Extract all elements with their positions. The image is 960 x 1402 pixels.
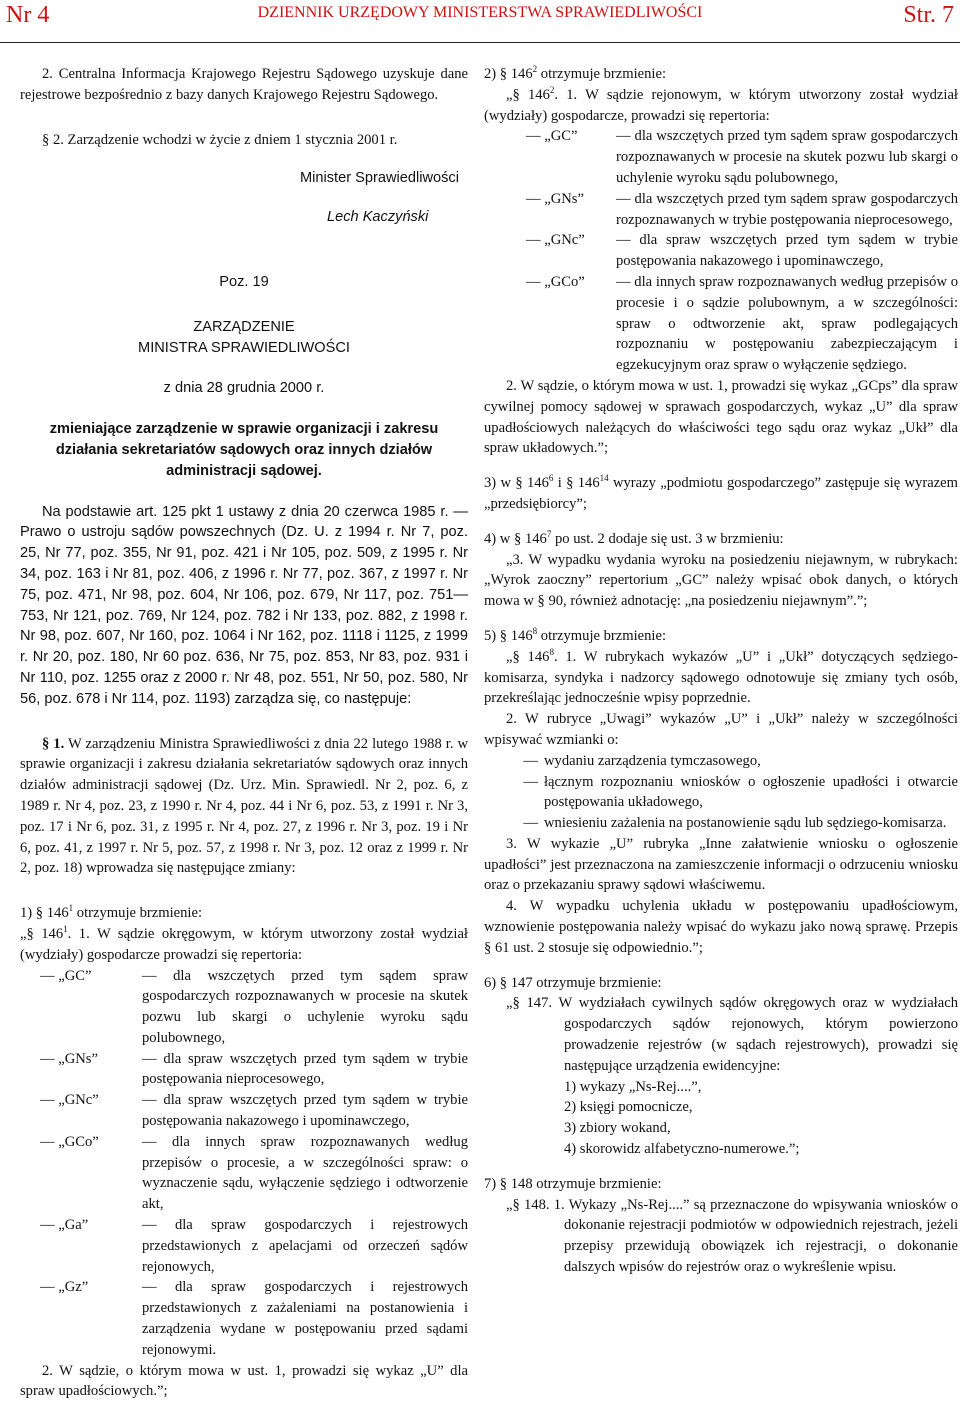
list-item: — wniesieniu zażalenia na postanowienie sądu lub sędziego-komisarza. — [523, 815, 947, 832]
point-4-text: „3. W wypadku wydania wyroku na posiedzeniu niejawnym, w rubrykach: „Wyrok zaoczny” repertorium „GC” należy wpisać obok danych, o których mowa w § 90, również adnotację: „na posiedzeniu niejawnym”.”; — [484, 551, 958, 610]
list-item: — „GNc” — dla spraw wszczętych przed tym sądem w trybie postępowania nakazowego i upominawczego, — [526, 232, 958, 270]
paragraph-1-sign: § 1. — [42, 735, 65, 752]
left-column — [20, 64, 468, 1402]
position-number: Poz. 19 — [219, 273, 269, 290]
point-2-quote: „§ $146^2$. 1. W sądzie rejonowym, w którym utworzony został wydział (wydziały) gospodarcze, prowadzi się repertoria: — [484, 84, 958, 124]
list-item: — „GCo” — dla innych spraw rozpoznawanych według przepisów o procesie i o sądzie polubownym, a w szczególności: spraw o odtworzenie akt, spraw podlegających rozpoznaniu w postępowaniu zabezpieczającym i egzekucyjnym oraz spraw o wyłączenie sędziego. — [526, 273, 958, 374]
point-2-paragraph-2: 2. W sądzie, o którym mowa w ust. 1, prowadzi się wykaz „GCps” dla spraw cywilnej pomocy sądowej w sprawach gospodarczych, wykaz „U” dla spraw upadłościowych należących do właściwości tego sądu oraz wykaz „Ukł” dla spraw układowych.”; — [484, 377, 958, 457]
list-item: — „GC” — dla wszczętych przed tym sądem spraw gospodarczych rozpoznawanych w procesie na skutek pozwu lub skargi o uchylenie wyroku sądu polubownego, — [40, 967, 468, 1046]
point-4-heading: 4) w § $146^7$ po ust. 2 dodaje się ust. 3 w brzmieniu: — [484, 528, 784, 547]
point-6-heading: 6) § 147 otrzymuje brzmienie: — [484, 974, 662, 991]
paragraph-2: § 2. Zarządzenie wchodzi w życie z dniem 1 stycznia 2001 r. — [42, 131, 398, 148]
point-1-quote: „§ $146^1$. 1. W sądzie okręgowym, w którym utworzony został wydział (wydziały) gospodarcze prowadzi się repertoria: — [20, 924, 468, 963]
list-item: — „GNc” — dla spraw wszczętych przed tym sądem w trybie postępowania nakazowego i upominawczego, — [40, 1092, 468, 1130]
point-1-heading: 1) § $146^1$ otrzymuje brzmienie: — [20, 903, 203, 922]
point-6-list — [484, 1077, 958, 1160]
right-column — [484, 64, 958, 1278]
list-item: — łącznym rozpoznaniu wniosków o ogłoszenie upadłości i otwarcie postępowania układowego, — [523, 773, 958, 811]
page-number: Str. 7 — [903, 2, 954, 28]
repertoria-list-regional — [484, 126, 958, 376]
point-2-heading: 2) § $146^2$ otrzymuje brzmienie: — [484, 64, 667, 82]
previous-item-text: 2. Centralna Informacja Krajowego Rejestru Sądowego uzyskuje dane rejestrowe bezpośrednio z bazy danych Krajowego Rejestru Sądowego. — [20, 66, 468, 103]
signature-name: Lech Kaczyński — [327, 209, 429, 226]
point-5-list — [484, 751, 958, 834]
document-issuer: MINISTRA SPRAWIEDLIWOŚCI — [138, 339, 350, 356]
preamble: Na podstawie art. 125 pkt 1 ustawy z dnia 20 czerwca 1985 r. — Prawo o ustroju sądów powszechnych (Dz. U. z 1994 r. Nr 7, poz. 25, Nr 77, poz. 355, Nr 91, poz. 421 i Nr 105, poz. 509, z 1995 r. Nr 34, poz. 163 i Nr 81, poz. 406, z 1996 r. Nr 77, poz. 367, z 1997 r. Nr 75, poz. 471, Nr 98, poz. 604, Nr 106, poz. 679, Nr 117, poz. 751—753, Nr 121, poz. 769, Nr 124, poz. 782 i Nr 133, poz. 882, z 1998 r. Nr 98, poz. 607, Nr 160, poz. 1064 i Nr 162, poz. 1118 i 1125, z 1999 r. Nr 20, poz. 180, Nr 60 poz. 636, Nr 75, poz. 853, Nr 83, poz. 931 i Nr 110, poz. 1255 oraz z 2000 r. Nr 48, poz. 551, Nr 50, poz. 580, Nr 56, poz. 678 i Nr 114, poz. 1193) zarządza się, co następuje: — [20, 503, 468, 707]
document-title: ZARZĄDZENIE — [193, 318, 295, 335]
list-item: — wydaniu zarządzenia tymczasowego, — [523, 752, 761, 769]
list-item: 3) zbiory wokand, — [564, 1120, 671, 1137]
list-item: — „Gz” — dla spraw gospodarczych i rejestrowych przedstawionych z zażaleniami na postanowienia i zarządzenia wydane w postępowaniu przed sądami rejonowymi. — [40, 1279, 468, 1358]
list-item: — „GC” — dla wszczętych przed tym sądem spraw gospodarczych rozpoznawanych w procesie na skutek pozwu lub skargi o uchylenie wyroku sądu polubownego, — [526, 128, 958, 186]
point-7-heading: 7) § 148 otrzymuje brzmienie: — [484, 1175, 662, 1192]
list-item: 2) księgi pomocnicze, — [564, 1099, 693, 1116]
list-item: — „GNs” — dla spraw wszczętych przed tym sądem w trybie postępowania nieprocesowego, — [40, 1050, 468, 1088]
list-item: — „GNs” — dla wszczętych przed tym sądem spraw gospodarczych rozpoznawanych w trybie postępowania nieprocesowego, — [526, 190, 958, 228]
point-5-heading: 5) § $146^8$ otrzymuje brzmienie: — [484, 626, 667, 644]
point-5-paragraph-4: 4. W wypadku uchylenia układu w postępowaniu upadłościowym, wznowienie postępowania należy wpisać do wykazu jako nową sprawę. Przepis § 61 ust. 2 stosuje się odpowiednio.”; — [484, 898, 958, 956]
document-subject: zmieniające zarządzenie w sprawie organizacji i zakresu działania sekretariatów sądowych oraz innych działów administracji sądowej. — [49, 421, 439, 479]
document-date: z dnia 28 grudnia 2000 r. — [163, 380, 325, 397]
point-5-quote: „§ $146^8$. 1. W rubrykach wykazów „U” i „Ukł” dotyczących sędziego-komisarza, syndyka i nadzorcy sądowego odnotowuje się zmiany tych osób, przekreślając jednocześnie wpisy poprzednie. — [484, 646, 958, 707]
list-item: — „GCo” — dla innych spraw rozpoznawanych według przepisów o procesie, a w szczególności spraw: o wyznaczenie sądu, wyłączenie sędziego i odtworzenie akt, — [40, 1133, 468, 1213]
point-3: 3) w § $146^6$ i § $146^{14}$ wyrazy „podmiotu gospodarczego” zastępuje się wyrazem „przedsiębiorcy”; — [484, 473, 958, 512]
page-header — [0, 0, 960, 43]
point-5-paragraph-2: 2. W rubryce „Uwagi” wykazów „U” i „Ukł” należy w szczególności wpisywać wzmianki o: — [484, 711, 958, 748]
point-6-quote: „§ 147. W wydziałach cywilnych sądów okręgowych oraz w wydziałach gospodarczych sądów rejonowych, którym powierzono prowadzenie rejestrów (w sądach rejestrowych), prowadzi się następujące urządzenia ewidencyjne: — [506, 995, 958, 1074]
paragraph-1-text: W zarządzeniu Ministra Sprawiedliwości z dnia 22 lutego 1988 r. w sprawie organizacji i zakresu działania sekretariatów sądowych oraz innych działów administracji sądowej (Dz. Urz. Min. Sprawiedl. Nr 2, poz. 6, z 1989 r. Nr 4, poz. 23, z 1990 r. Nr 4, poz. 44 i Nr 6, poz. 53, z 1991 r. Nr 3, poz. 17 i Nr 6, poz. 31, z 1995 r. Nr 4, poz. 27, z 1996 r. Nr 3, poz. 19 i Nr 6, poz. 41, z 1997 r. Nr 5, poz. 57, z 1998 r. Nr 3, poz. 12 oraz z 1999 r. Nr 2, poz. 18) wprowadza się następujące zmiany: — [20, 735, 469, 877]
journal-title: DZIENNIK URZĘDOWY MINISTERSTWA SPRAWIEDLIWOŚCI — [257, 4, 703, 21]
list-item: — „Ga” — dla spraw gospodarczych i rejestrowych przedstawionych z apelacjami od orzeczeń sądów rejonowych, — [40, 1217, 468, 1275]
repertoria-list-district — [20, 966, 468, 1361]
signature-title: Minister Sprawiedliwości — [300, 170, 459, 187]
point-7-quote: „§ 148. 1. Wykazy „Ns-Rej....” są przeznaczone do wpisywania wniosków o dokonanie rejestracji podmiotów w odpowiednich rejestrach, jeżeli przepisy przewidują obowiązek ich rejestracji, o dokonanie dalszych wpisów do rejestrów oraz o wykreślenie wpisu. — [506, 1196, 958, 1276]
paragraph-1 — [20, 734, 468, 880]
point-5-paragraph-3: 3. W wykazie „U” rubryka „Inne załatwienie wniosku o ogłoszenie upadłości” jest przeznaczona na zamieszczenie informacji o odrzuceniu wniosku oraz o przekazaniu sprawy sądowi właściwemu. — [484, 835, 958, 894]
list-item: 4) skorowidz alfabetyczno-numerowe.”; — [564, 1141, 800, 1158]
list-item: 1) wykazy „Ns-Rej....”, — [564, 1078, 702, 1095]
issue-number: Nr 4 — [6, 2, 50, 28]
point-1-paragraph-2: 2. W sądzie, o którym mowa w ust. 1, prowadzi się wykaz „U” dla spraw upadłościowych.”; — [20, 1362, 468, 1400]
